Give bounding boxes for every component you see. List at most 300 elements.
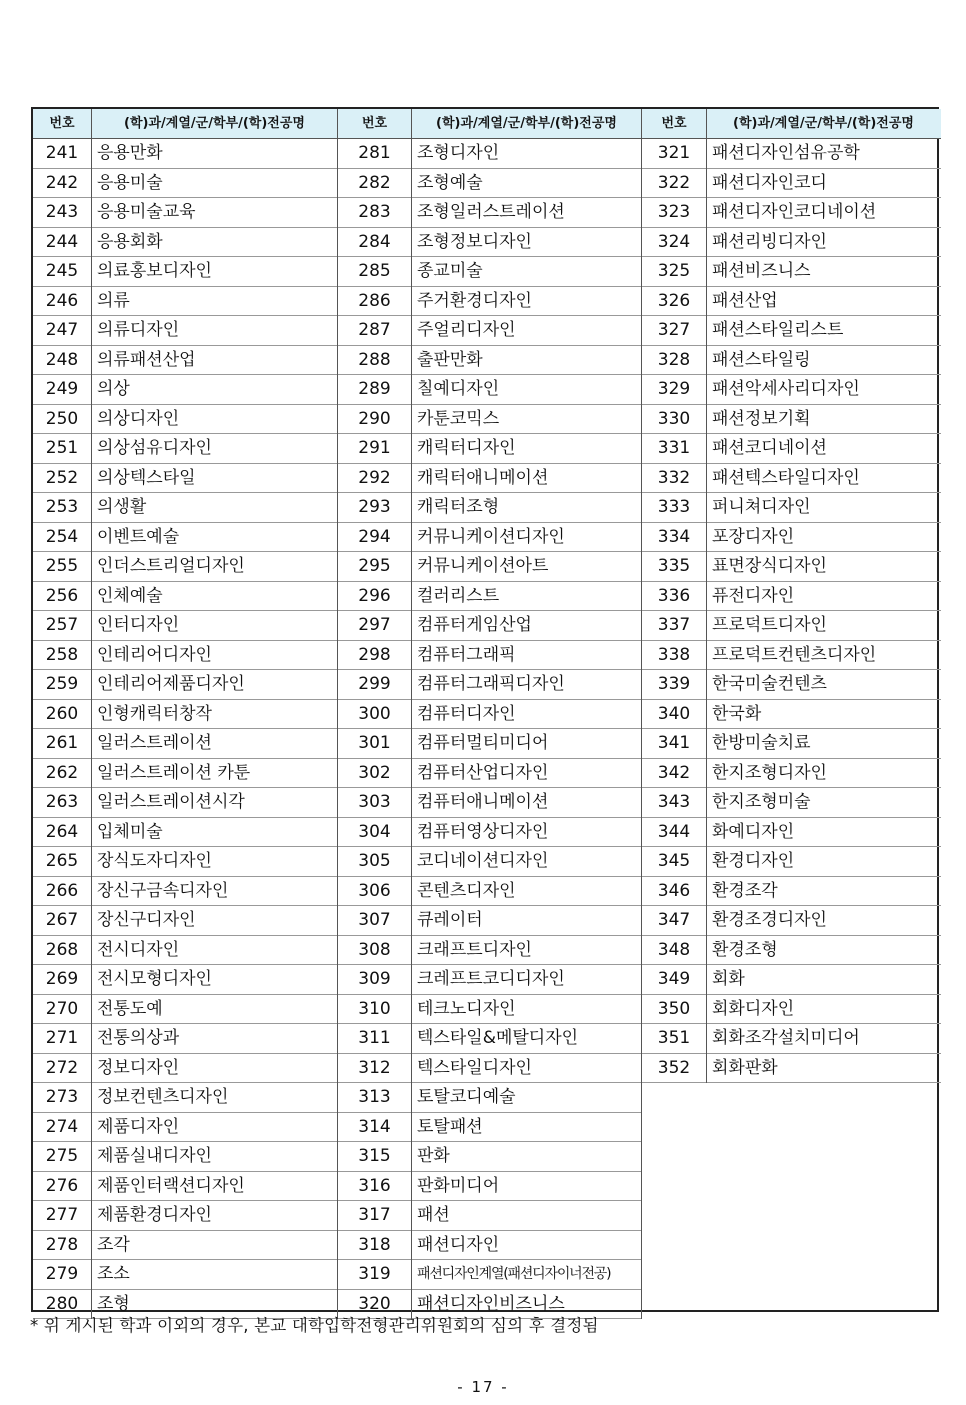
row-major-name: 장신구금속디자인 xyxy=(97,880,229,901)
row-major-name: 응용회화 xyxy=(97,231,163,252)
table-row xyxy=(33,788,338,818)
table-row xyxy=(642,198,941,228)
row-major-name: 장신구디자인 xyxy=(97,910,196,930)
row-major-name: 패션디자인 xyxy=(417,1234,500,1255)
row-number: 259 xyxy=(45,674,79,694)
table-row xyxy=(338,1024,642,1054)
row-number: 295 xyxy=(358,556,391,576)
header-name: (학)과/계열/군/학부/(학)전공명 xyxy=(733,116,914,131)
row-major-name: 종교미술 xyxy=(417,261,483,281)
row-major-name: 패션비즈니스 xyxy=(712,261,811,281)
row-number: 335 xyxy=(657,556,691,576)
row-number: 261 xyxy=(45,733,79,753)
table-row xyxy=(642,228,941,258)
table-row xyxy=(33,611,338,641)
row-major-name: 의상 xyxy=(97,379,130,399)
row-number: 283 xyxy=(358,202,391,222)
table-row xyxy=(642,169,941,199)
row-number: 343 xyxy=(657,792,691,812)
table-row xyxy=(338,847,642,877)
row-major-name: 퓨전디자인 xyxy=(712,585,795,606)
row-major-name: 의류 xyxy=(97,290,130,311)
row-major-name: 정보컨텐츠디자인 xyxy=(97,1087,229,1107)
row-major-name: 캐릭터조형 xyxy=(417,497,500,517)
row-major-name: 조형예술 xyxy=(417,172,483,193)
table-row xyxy=(642,464,941,494)
table-row xyxy=(338,316,642,346)
row-number: 336 xyxy=(657,585,691,606)
row-number: 322 xyxy=(657,172,691,193)
row-number: 288 xyxy=(358,349,391,370)
table-row xyxy=(338,523,642,553)
row-major-name: 응용미술교육 xyxy=(97,202,196,222)
row-major-name: 인터디자인 xyxy=(97,615,180,635)
row-number: 339 xyxy=(657,674,691,694)
table-row xyxy=(338,287,642,317)
table-row xyxy=(338,906,642,936)
row-major-name: 제품실내디자인 xyxy=(97,1146,212,1166)
table-header xyxy=(338,109,642,139)
table-row xyxy=(33,493,338,523)
row-number: 346 xyxy=(657,880,691,901)
table-row xyxy=(642,818,941,848)
row-major-name: 퍼니쳐디자인 xyxy=(712,497,811,517)
table-row xyxy=(33,523,338,553)
table-row xyxy=(33,169,338,199)
row-number: 280 xyxy=(45,1293,79,1314)
row-number: 278 xyxy=(45,1234,79,1255)
table-row xyxy=(642,375,941,405)
row-major-name: 카툰코믹스 xyxy=(417,408,500,429)
table-row xyxy=(338,1201,642,1231)
table-row xyxy=(642,700,941,730)
row-number: 345 xyxy=(657,851,691,871)
header-number: 번호 xyxy=(661,116,687,131)
table-row xyxy=(642,995,941,1025)
row-number: 251 xyxy=(45,438,79,458)
row-major-name: 패션스타일링 xyxy=(712,349,811,370)
row-number: 324 xyxy=(657,231,691,252)
row-major-name: 조소 xyxy=(97,1264,130,1284)
row-major-name: 환경디자인 xyxy=(712,851,795,871)
row-number: 292 xyxy=(358,467,391,488)
row-major-name: 테크노디자인 xyxy=(417,998,516,1019)
table-row xyxy=(642,877,941,907)
row-major-name: 패션코디네이션 xyxy=(712,438,827,458)
column-divider xyxy=(91,109,92,1319)
row-major-name: 의상섬유디자인 xyxy=(97,438,212,458)
row-major-name: 텍스타일&메탈디자인 xyxy=(417,1028,579,1048)
row-number: 317 xyxy=(358,1205,391,1225)
row-number: 341 xyxy=(657,733,691,753)
row-number: 326 xyxy=(657,290,691,311)
row-major-name: 조형일러스트레이션 xyxy=(417,202,565,222)
row-major-name: 패션텍스타일디자인 xyxy=(712,467,860,488)
table-row xyxy=(33,906,338,936)
row-major-name: 화예디자인 xyxy=(712,821,795,842)
row-major-name: 조형정보디자인 xyxy=(417,231,532,252)
table-row xyxy=(338,139,642,169)
table-row xyxy=(642,316,941,346)
row-major-name: 일러스트레이션 카툰 xyxy=(97,762,251,783)
row-major-name: 패션산업 xyxy=(712,290,778,311)
table-row xyxy=(33,1260,338,1290)
row-major-name: 캐릭터애니메이션 xyxy=(417,467,549,488)
table-row xyxy=(642,759,941,789)
table-column xyxy=(33,109,338,1314)
page-number: - 17 - xyxy=(457,1378,509,1396)
table-column xyxy=(338,109,642,1314)
row-major-name: 일러스트레이션 xyxy=(97,733,212,753)
table-row xyxy=(642,965,941,995)
row-number: 266 xyxy=(45,880,79,901)
row-number: 293 xyxy=(358,497,391,517)
row-number: 247 xyxy=(45,320,79,340)
table-column xyxy=(642,109,941,1310)
table-row xyxy=(33,1201,338,1231)
row-major-name: 정보디자인 xyxy=(97,1057,180,1078)
row-major-name: 캐릭터디자인 xyxy=(417,438,516,458)
table-row xyxy=(33,641,338,671)
row-major-name: 인테리어디자인 xyxy=(97,644,212,665)
table-row xyxy=(642,582,941,612)
table-row xyxy=(338,493,642,523)
row-number: 349 xyxy=(657,969,691,989)
row-number: 330 xyxy=(657,408,691,429)
table-row xyxy=(642,523,941,553)
row-major-name: 주얼리디자인 xyxy=(417,320,516,340)
row-number: 291 xyxy=(358,438,391,458)
row-major-name: 조각 xyxy=(97,1234,130,1255)
row-number: 272 xyxy=(45,1057,79,1078)
table-row xyxy=(33,700,338,730)
row-number: 304 xyxy=(358,821,391,842)
table-row xyxy=(642,936,941,966)
table-row xyxy=(338,965,642,995)
row-major-name: 표면장식디자인 xyxy=(712,556,827,576)
table-row xyxy=(338,375,642,405)
row-major-name: 컴퓨터애니메이션 xyxy=(417,792,549,812)
row-major-name: 컬러리스트 xyxy=(417,585,500,606)
footnote: * 위 게시된 학과 이외의 경우, 본교 대학입학전형관리위원회의 심의 후 결정됨 xyxy=(30,1316,599,1335)
table-row xyxy=(642,434,941,464)
table-row xyxy=(338,1142,642,1172)
row-major-name: 주거환경디자인 xyxy=(417,290,532,311)
row-number: 340 xyxy=(657,703,691,724)
row-number: 268 xyxy=(45,939,79,960)
row-major-name: 패션정보기획 xyxy=(712,408,811,429)
row-number: 313 xyxy=(358,1087,391,1107)
table-row xyxy=(33,582,338,612)
row-number: 315 xyxy=(358,1146,391,1166)
row-number: 299 xyxy=(358,674,391,694)
table-row xyxy=(338,346,642,376)
row-major-name: 전통의상과 xyxy=(97,1028,180,1048)
table-row xyxy=(338,1260,642,1290)
row-number: 241 xyxy=(45,143,79,163)
table-row xyxy=(338,700,642,730)
table-row xyxy=(642,788,941,818)
table-row xyxy=(33,995,338,1025)
table-row xyxy=(338,228,642,258)
row-number: 319 xyxy=(358,1264,391,1284)
row-number: 300 xyxy=(358,703,391,724)
table-row xyxy=(33,257,338,287)
row-major-name: 패션리빙디자인 xyxy=(712,231,827,252)
row-major-name: 포장디자인 xyxy=(712,526,795,547)
row-major-name: 의생활 xyxy=(97,497,147,517)
row-major-name: 한국미술컨텐츠 xyxy=(712,674,827,694)
row-number: 352 xyxy=(657,1057,691,1078)
row-number: 274 xyxy=(45,1116,79,1137)
row-number: 314 xyxy=(358,1116,391,1137)
row-major-name: 컴퓨터영상디자인 xyxy=(417,821,549,842)
row-number: 248 xyxy=(45,349,79,370)
row-number: 328 xyxy=(657,349,691,370)
row-number: 297 xyxy=(358,615,391,635)
row-major-name: 컴퓨터그래픽디자인 xyxy=(417,674,565,694)
table-row xyxy=(33,198,338,228)
row-major-name: 제품환경디자인 xyxy=(97,1205,212,1225)
row-major-name: 패션디자인코디 xyxy=(712,172,827,193)
header-name: (학)과/계열/군/학부/(학)전공명 xyxy=(124,116,305,131)
row-number: 286 xyxy=(358,290,391,311)
row-major-name: 장식도자디자인 xyxy=(97,851,212,871)
table-row xyxy=(338,1083,642,1113)
row-number: 332 xyxy=(657,467,691,488)
row-major-name: 환경조경디자인 xyxy=(712,910,827,930)
row-major-name: 인테리어제품디자인 xyxy=(97,674,245,694)
row-major-name: 입체미술 xyxy=(97,821,163,842)
table-row xyxy=(338,729,642,759)
row-number: 294 xyxy=(358,526,391,547)
table-row xyxy=(33,1113,338,1143)
row-number: 348 xyxy=(657,939,691,960)
row-number: 312 xyxy=(358,1057,391,1078)
row-number: 310 xyxy=(358,998,391,1019)
row-number: 334 xyxy=(657,526,691,547)
row-number: 249 xyxy=(45,379,79,399)
row-major-name: 프로덕트컨텐츠디자인 xyxy=(712,644,877,665)
table-row xyxy=(642,493,941,523)
row-major-name: 환경조형 xyxy=(712,939,778,960)
table-row xyxy=(642,405,941,435)
table-row xyxy=(642,611,941,641)
table-row xyxy=(642,729,941,759)
row-number: 285 xyxy=(358,261,391,281)
table-row xyxy=(338,1172,642,1202)
row-number: 270 xyxy=(45,998,79,1019)
row-number: 243 xyxy=(45,202,79,222)
row-major-name: 패션 xyxy=(417,1205,450,1225)
row-number: 290 xyxy=(358,408,391,429)
row-major-name: 칠예디자인 xyxy=(417,379,500,399)
table-row xyxy=(642,257,941,287)
row-major-name: 코디네이션디자인 xyxy=(417,851,549,871)
table-row xyxy=(338,611,642,641)
row-major-name: 판화미디어 xyxy=(417,1175,500,1196)
row-major-name: 인더스트리얼디자인 xyxy=(97,556,245,576)
row-major-name: 회화조각설치미디어 xyxy=(712,1028,860,1048)
row-number: 323 xyxy=(657,202,691,222)
table-row xyxy=(338,1231,642,1261)
row-major-name: 크레프트코디디자인 xyxy=(417,969,565,989)
row-number: 287 xyxy=(358,320,391,340)
table-row xyxy=(338,198,642,228)
row-major-name: 의료홍보디자인 xyxy=(97,261,212,281)
row-number: 333 xyxy=(657,497,691,517)
table-row xyxy=(338,1113,642,1143)
row-number: 244 xyxy=(45,231,79,252)
row-number: 252 xyxy=(45,467,79,488)
row-number: 245 xyxy=(45,261,79,281)
row-number: 331 xyxy=(657,438,691,458)
row-number: 263 xyxy=(45,792,79,812)
table-row xyxy=(33,1024,338,1054)
row-major-name: 토탈패션 xyxy=(417,1116,483,1137)
row-number: 253 xyxy=(45,497,79,517)
table-row xyxy=(338,552,642,582)
table-row xyxy=(33,1231,338,1261)
row-major-name: 패션악세사리디자인 xyxy=(712,379,860,399)
row-number: 281 xyxy=(358,143,391,163)
table-row xyxy=(642,287,941,317)
table-header xyxy=(33,109,338,139)
row-major-name: 한지조형미술 xyxy=(712,792,811,812)
table-row xyxy=(642,552,941,582)
table-row xyxy=(642,1024,941,1054)
table-row xyxy=(338,169,642,199)
row-major-name: 조형 xyxy=(97,1293,130,1314)
row-number: 260 xyxy=(45,703,79,724)
row-major-name: 패션디자인계열(패션디자이너전공) xyxy=(417,1266,611,1282)
table-row xyxy=(642,346,941,376)
row-major-name: 컴퓨터그래픽 xyxy=(417,644,516,665)
row-major-name: 판화 xyxy=(417,1146,450,1166)
row-number: 351 xyxy=(657,1028,691,1048)
table-row xyxy=(642,641,941,671)
row-number: 308 xyxy=(358,939,391,960)
row-number: 282 xyxy=(358,172,391,193)
row-major-name: 패션스타일리스트 xyxy=(712,320,844,340)
row-number: 262 xyxy=(45,762,79,783)
row-number: 301 xyxy=(358,733,391,753)
table-row xyxy=(642,1054,941,1084)
row-number: 289 xyxy=(358,379,391,399)
row-number: 265 xyxy=(45,851,79,871)
row-number: 342 xyxy=(657,762,691,783)
row-major-name: 큐레이터 xyxy=(417,910,483,930)
table-row xyxy=(338,405,642,435)
table-row xyxy=(33,316,338,346)
row-major-name: 응용만화 xyxy=(97,143,163,163)
row-number: 257 xyxy=(45,615,79,635)
row-major-name: 의상디자인 xyxy=(97,408,180,429)
table-row xyxy=(338,641,642,671)
table-row xyxy=(33,228,338,258)
row-number: 279 xyxy=(45,1264,79,1284)
row-number: 347 xyxy=(657,910,691,930)
table-row xyxy=(33,405,338,435)
row-number: 307 xyxy=(358,910,391,930)
table-row xyxy=(338,582,642,612)
row-number: 311 xyxy=(358,1028,391,1048)
column-divider xyxy=(411,109,412,1319)
table-row xyxy=(33,287,338,317)
row-number: 303 xyxy=(358,792,391,812)
table-row xyxy=(338,877,642,907)
row-number: 276 xyxy=(45,1175,79,1196)
row-number: 327 xyxy=(657,320,691,340)
row-number: 329 xyxy=(657,379,691,399)
row-major-name: 의류디자인 xyxy=(97,320,180,340)
row-number: 306 xyxy=(358,880,391,901)
table-row xyxy=(33,936,338,966)
row-number: 255 xyxy=(45,556,79,576)
row-major-name: 전시디자인 xyxy=(97,939,180,960)
row-major-name: 컴퓨터산업디자인 xyxy=(417,762,549,783)
table-row xyxy=(33,847,338,877)
row-major-name: 한지조형디자인 xyxy=(712,762,827,783)
table-row xyxy=(338,788,642,818)
row-number: 250 xyxy=(45,408,79,429)
row-number: 256 xyxy=(45,585,79,606)
table-row xyxy=(642,906,941,936)
row-major-name: 인형캐릭터창작 xyxy=(97,703,212,724)
row-major-name: 의상텍스타일 xyxy=(97,467,196,488)
table-row xyxy=(33,434,338,464)
table-row xyxy=(33,346,338,376)
majors-table xyxy=(31,107,939,1312)
table-row xyxy=(33,464,338,494)
row-major-name: 일러스트레이션시각 xyxy=(97,792,245,812)
table-row xyxy=(642,670,941,700)
row-major-name: 환경조각 xyxy=(712,880,778,901)
table-row xyxy=(33,729,338,759)
table-row xyxy=(33,375,338,405)
table-row xyxy=(33,759,338,789)
row-major-name: 회화 xyxy=(712,969,745,989)
table-row xyxy=(33,1083,338,1113)
row-number: 350 xyxy=(657,998,691,1019)
table-row xyxy=(338,936,642,966)
table-row xyxy=(33,877,338,907)
table-row xyxy=(338,759,642,789)
row-number: 242 xyxy=(45,172,79,193)
table-header xyxy=(642,109,941,139)
row-major-name: 회화판화 xyxy=(712,1057,778,1078)
row-major-name: 컴퓨터디자인 xyxy=(417,703,516,724)
row-number: 309 xyxy=(358,969,391,989)
row-number: 284 xyxy=(358,231,391,252)
row-number: 302 xyxy=(358,762,391,783)
row-major-name: 전통도예 xyxy=(97,998,163,1019)
row-major-name: 컴퓨터게임산업 xyxy=(417,615,532,635)
row-number: 254 xyxy=(45,526,79,547)
row-number: 337 xyxy=(657,615,691,635)
row-major-name: 컴퓨터멀티미디어 xyxy=(417,733,549,753)
row-major-name: 회화디자인 xyxy=(712,998,795,1019)
row-number: 305 xyxy=(358,851,391,871)
table-row xyxy=(33,139,338,169)
table-row xyxy=(33,1054,338,1084)
row-number: 273 xyxy=(45,1087,79,1107)
table-row xyxy=(33,1142,338,1172)
row-number: 267 xyxy=(45,910,79,930)
row-number: 264 xyxy=(45,821,79,842)
table-row xyxy=(33,1172,338,1202)
row-number: 296 xyxy=(358,585,391,606)
